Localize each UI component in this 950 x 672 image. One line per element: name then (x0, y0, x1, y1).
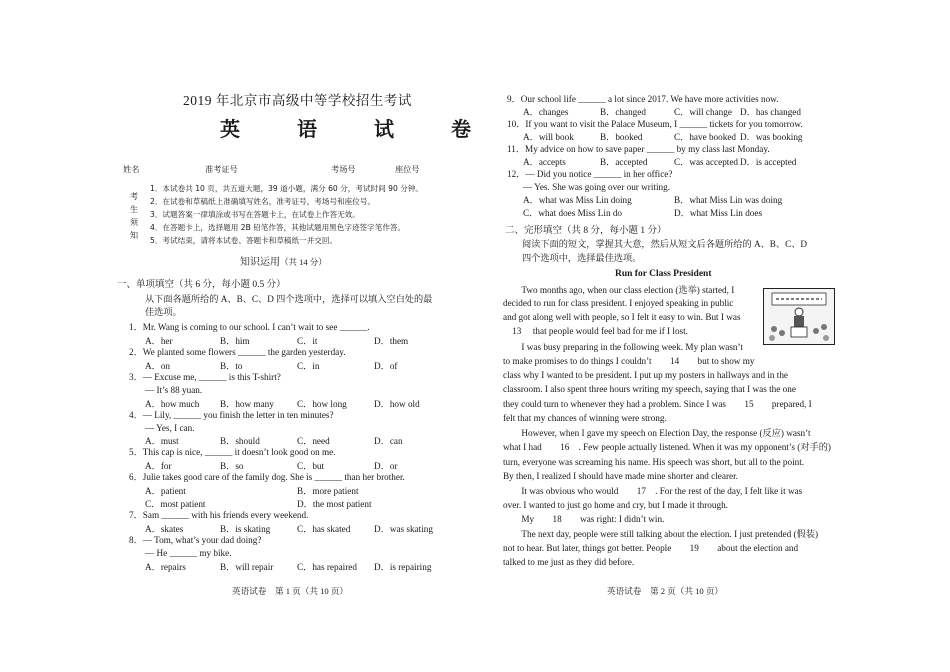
answer-option: C．but (297, 461, 325, 471)
exam-title: 2019 年北京市高级中等学校招生考试 (183, 93, 412, 108)
answer-option: D．can (374, 436, 403, 446)
answer-option: C．has repaired (297, 562, 357, 572)
story-line: 13 that people would feel bad for me if I lost. (503, 326, 688, 336)
answer-option: C．most patient (145, 499, 206, 509)
header-field-seat: 座位号 (395, 164, 420, 174)
answer-option: C．will change (674, 107, 732, 117)
header-field-exam-id: 准考证号 (205, 164, 238, 174)
answer-option: B．so (220, 461, 244, 471)
story-line: what I had 16 . Few people actually listened. When it was my opponent’s (对手的) (503, 442, 831, 452)
answer-option: A．what was Miss Lin doing (523, 195, 632, 205)
answer-option: D．how old (374, 399, 420, 409)
answer-option: C．have booked (674, 132, 737, 142)
answer-option: A．on (145, 361, 171, 371)
subject-title: 英 语 试 卷 (220, 119, 497, 141)
answer-option: D．is repairing (374, 562, 432, 572)
story-line: decided to run for class president. I enjoyed speaking in public (503, 298, 734, 308)
part-heading (240, 257, 327, 270)
question-stem: 7．Sam ______ with his friends every weekend. (129, 510, 309, 520)
section-2-instruction: 阅读下面的短文，掌握其大意，然后从短文后各题所给的 A、B、C、D (522, 239, 808, 249)
answer-option: C．in (297, 361, 320, 371)
answer-option: B．to (220, 361, 243, 371)
notice-item: 5．考试结束，请将本试卷、答题卡和草稿纸一并交回。 (150, 236, 338, 245)
part-title: 知识运用 (240, 257, 280, 268)
section-1-instruction: 佳选项。 (145, 307, 182, 317)
answer-option: B．booked (600, 132, 643, 142)
notice-item: 4．在答题卡上，选择题用 2B 铅笔作答，其他试题用黑色字迹签字笔作答。 (150, 223, 406, 232)
exam-page-2 (475, 0, 950, 672)
section-1-instruction: 从下面各题所给的 A、B、C、D 四个选项中，选择可以填入空白处的最 (145, 294, 433, 304)
notice-label: 考生须知 (129, 191, 139, 240)
answer-option: D．was booking (740, 132, 803, 142)
notice-item: 1．本试卷共 10 页，共五道大题，39 道小题，满分 60 分，考试时间 90 分钟。 (150, 184, 424, 193)
page-footer: 英语试卷 第 2 页（共 10 页） (607, 586, 724, 596)
answer-option: B．him (220, 336, 250, 346)
question-stem: 12．— Did you notice ______ in her office? (507, 169, 673, 179)
story-line: My 18 was right: I didn’t win. (503, 514, 665, 524)
notice-item: 2．在试卷和草稿纸上准确填写姓名，准考证号，考场号和座位号。 (150, 197, 376, 206)
section-2-instruction: 四个选项中，选择最佳选项。 (522, 253, 642, 263)
answer-option: C．need (297, 436, 330, 446)
question-stem: 8．— Tom, what’s your dad doing? (129, 535, 262, 545)
answer-option: C．it (297, 336, 318, 346)
answer-option: D．has changed (740, 107, 801, 117)
answer-option: D．is accepted (740, 157, 797, 167)
question-stem: 10．If you want to visit the Palace Museum, I ______ tickets for you tomorrow. (507, 119, 803, 129)
question-stem: 2．We planted some flowers ______ the garden yesterday. (129, 347, 346, 357)
answer-option: D．the most patient (297, 499, 372, 509)
answer-option: D．was skating (374, 524, 433, 534)
section-2-title: 二、完形填空（共 8 分，每小题 1 分） (505, 226, 667, 236)
answer-option: A．repairs (145, 562, 186, 572)
answer-option: D．of (374, 361, 398, 371)
header-field-room: 考场号 (331, 164, 356, 174)
answer-option: A．accepts (523, 157, 566, 167)
story-line: It was obvious who would 17 . For the rest of the day, I felt like it was (503, 486, 803, 496)
story-title: Run for Class President (615, 269, 712, 279)
answer-option: C．has skated (297, 524, 351, 534)
answer-option: A．will book (523, 132, 574, 142)
question-stem: 9．Our school life ______ a lot since 2017. We have more activities now. (507, 94, 779, 104)
answer-option: C．what does Miss Lin do (523, 208, 623, 218)
question-stem: 5．This cap is nice, ______ it doesn’t look good on me. (129, 447, 336, 457)
question-stem: 11．My advice on how to save paper ______ by my class last Monday. (507, 144, 770, 154)
answer-option: B．should (220, 436, 260, 446)
story-line: talked to me just as they did before. (503, 557, 635, 567)
answer-option: A．skates (145, 524, 184, 534)
answer-option: C．was accepted (674, 157, 739, 167)
answer-option: B．how many (220, 399, 274, 409)
story-line: over. I wanted to just go home and cry, but I made it through. (503, 500, 728, 510)
story-line: felt that my chances of winning were strong. (503, 413, 667, 423)
question-stem-line: — He ______ my bike. (145, 548, 232, 558)
answer-option: B．will repair (220, 562, 274, 572)
question-stem: 3．— Excuse me, ______ is this T-shirt? (129, 372, 281, 382)
question-stem-line: — It’s 88 yuan. (145, 385, 203, 395)
answer-option: B．is skating (220, 524, 271, 534)
story-line: I was busy preparing in the following week. My plan wasn’t (503, 342, 743, 352)
page-footer: 英语试卷 第 1 页（共 10 页） (232, 586, 349, 596)
story-line: and got along well with people, so I felt it easy to win. But I was (503, 312, 741, 322)
question-stem: 1．Mr. Wang is coming to our school. I can’t wait to see ______. (129, 322, 370, 332)
answer-option: B．changed (600, 107, 646, 117)
story-line: they could turn to whenever they had a problem. Since I was 15 prepared, I (503, 399, 812, 409)
story-line: Two months ago, when our class election (选举) started, I (503, 285, 735, 295)
story-line: classroom. I also spent three hours writing my speech, saying that I was the one (503, 384, 796, 394)
question-stem-line: — Yes. She was going over our writing. (523, 182, 670, 192)
answer-option: C．how long (297, 399, 347, 409)
answer-option: A．for (145, 461, 172, 471)
answer-option: B．more patient (297, 486, 359, 496)
question-stem-line: — Yes, I can. (145, 423, 195, 433)
answer-option: A．must (145, 436, 179, 446)
question-stem: 6．Julie takes good care of the family dog. She is ______ than her brother. (129, 472, 405, 482)
story-line: not to hear. But later, things got better. People 19 about the election and (503, 543, 799, 553)
answer-option: A．changes (523, 107, 569, 117)
section-1-title: 一、单项填空（共 6 分，每小题 0.5 分） (117, 280, 286, 290)
answer-option: D．what Miss Lin does (674, 208, 763, 218)
story-line: However, when I gave my speech on Election Day, the response (反应) wasn’t (503, 428, 811, 438)
story-line: turn, everyone was screaming his name. His speech was short, but all to the point. (503, 457, 805, 467)
answer-option: A．how much (145, 399, 200, 409)
question-stem: 4．— Lily, ______ you finish the letter in ten minutes? (129, 410, 334, 420)
answer-option: A．her (145, 336, 173, 346)
story-line: By then, I realized I should have made mine shorter and clearer. (503, 471, 738, 481)
answer-option: B．accepted (600, 157, 648, 167)
notice-item: 3．试题答案一律填涂或书写在答题卡上，在试卷上作答无效。 (150, 210, 360, 219)
story-line: to make promises to do things I couldn’t 14 but to show my (503, 356, 755, 366)
answer-option: D．them (374, 336, 409, 346)
part-note: （共 14 分） (280, 257, 327, 267)
classroom-speech-illustration (763, 288, 835, 345)
story-line: The next day, people were still talking about the election. I just pretended (假装) (503, 529, 819, 539)
story-line: class why I wanted to be president. I put up my posters in hallways and in the (503, 370, 789, 380)
answer-option: A．patient (145, 486, 186, 496)
header-field-name: 姓名 (123, 164, 140, 174)
answer-option: B．what Miss Lin was doing (674, 195, 783, 205)
answer-option: D．or (374, 461, 398, 471)
